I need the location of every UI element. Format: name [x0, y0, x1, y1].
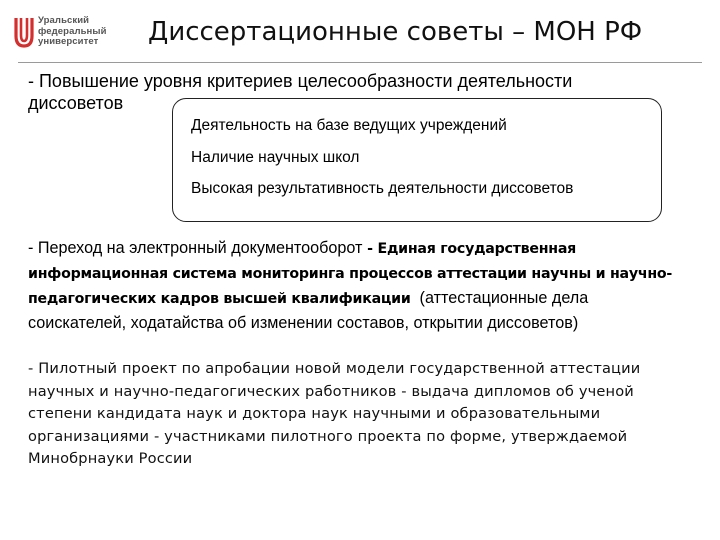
criteria-item: Деятельность на базе ведущих учреждений — [191, 117, 507, 134]
electronic-docflow-paragraph — [28, 236, 700, 335]
slide-title: Диссертационные советы – МОН РФ — [148, 17, 643, 47]
criteria-item: Наличие научных школ — [191, 149, 360, 166]
logo-line: университет — [38, 36, 99, 47]
docflow-bold-text: педагогических кадров высшей квалификации — [28, 291, 411, 307]
university-logo-mark-icon — [14, 16, 34, 48]
criteria-box — [172, 98, 662, 222]
docflow-line — [28, 236, 700, 261]
title-divider — [18, 62, 702, 63]
criteria-line: диссоветов — [28, 93, 124, 113]
docflow-line — [28, 261, 700, 286]
pilot-line: - Пилотный проект по апробации новой модели государственной аттестации — [28, 360, 641, 377]
docflow-line: соискателей, ходатайства об изменении составов, открытии диссоветов) — [28, 314, 579, 332]
criteria-line: - Повышение уровня критериев целесообразности деятельности — [28, 71, 573, 91]
docflow-bold-text: - Единая государственная — [362, 241, 577, 257]
docflow-bold-text: информационная система мониторинга процессов аттестации научны и научно- — [28, 266, 673, 282]
logo-text — [38, 16, 107, 48]
pilot-project-paragraph — [28, 358, 668, 471]
docflow-line — [28, 286, 700, 311]
pilot-line: Минобрнауки России — [28, 450, 193, 468]
pilot-line: степени кандидата наук и доктора наук научными и образовательными — [28, 405, 601, 423]
pilot-line: научных и научно-педагогических работников - выдача дипломов об ученой — [28, 382, 634, 400]
university-logo — [14, 14, 134, 58]
pilot-line: организациями - участниками пилотного проекта по форме, утверждаемой — [28, 427, 628, 445]
docflow-text: (аттестационные дела — [410, 289, 589, 307]
logo-line: Уральский — [38, 15, 90, 26]
docflow-text: - Переход на электронный документооборот — [28, 239, 363, 257]
criteria-item: Высокая результативность деятельности диссоветов — [191, 180, 574, 197]
logo-line: федеральный — [38, 25, 107, 37]
